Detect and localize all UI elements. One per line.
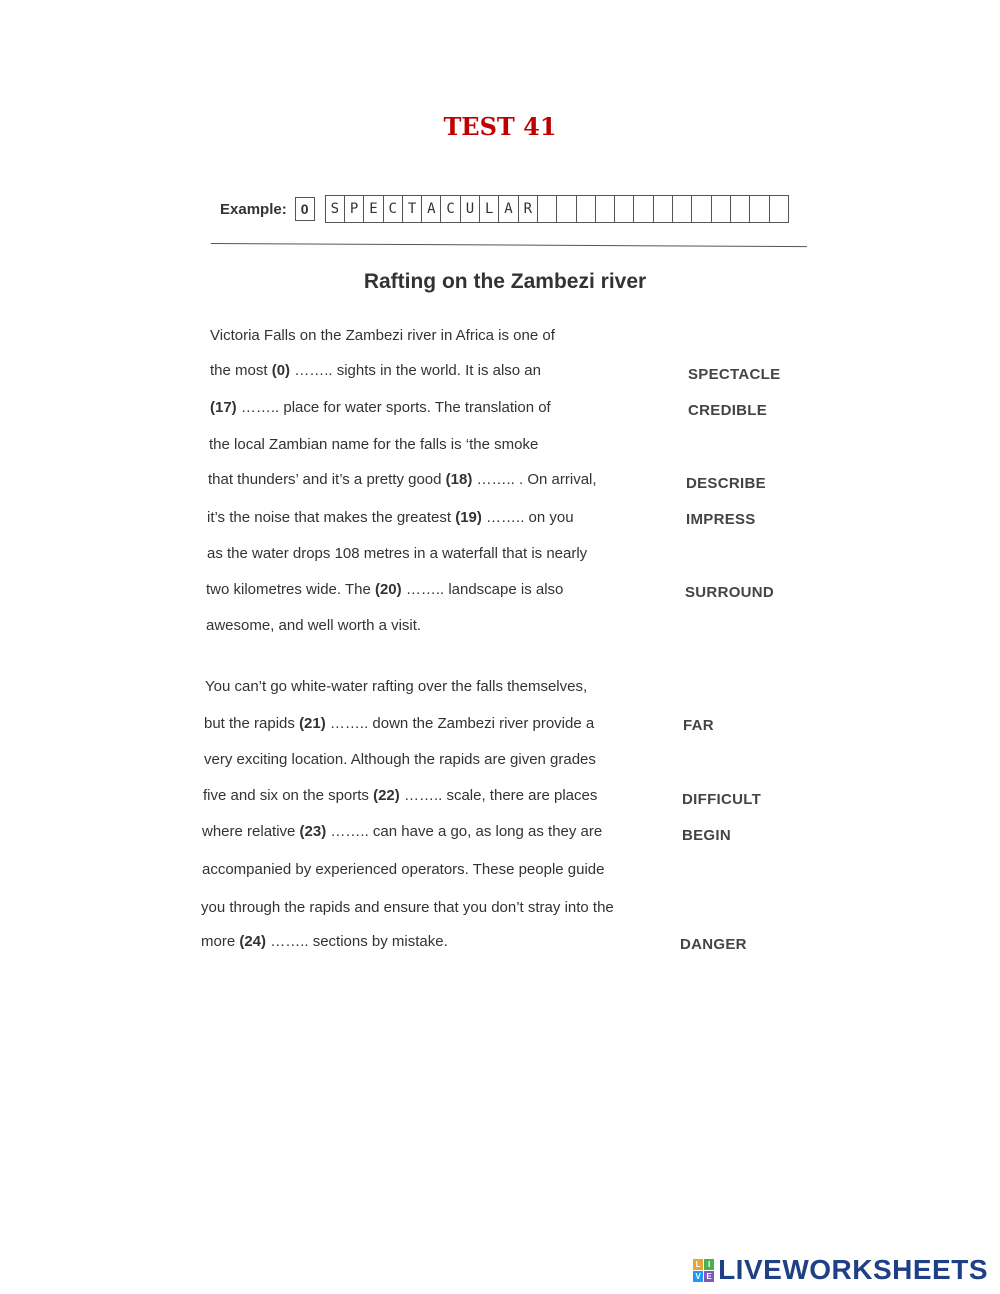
line-text: Victoria Falls on the Zambezi river in Africa is one of (210, 327, 555, 344)
passage-line (208, 471, 597, 488)
line-text: …….. can have a go, as long as they are (326, 823, 603, 840)
word-stem: DIFFICULT (682, 791, 762, 808)
passage-line (202, 861, 605, 878)
word-stem: CREDIBLE (688, 402, 768, 419)
word-stem: IMPRESS (686, 511, 756, 528)
passage-line (201, 899, 614, 916)
line-text: that thunders’ and it’s a pretty good (208, 471, 446, 488)
word-stem: SPECTACLE (688, 366, 781, 383)
passage-line (207, 545, 587, 562)
passage-line (206, 581, 563, 598)
example-letter-box (712, 196, 731, 222)
example-letter-box: E (364, 196, 383, 222)
example-letter-box: C (441, 196, 460, 222)
line-text: five and six on the sports (203, 787, 374, 804)
logo-icon (693, 1259, 714, 1282)
line-text: very exciting location. Although the rapids are given grades (204, 751, 596, 768)
logo-square: V (693, 1271, 703, 1282)
gap-number: (23) (299, 823, 327, 840)
example-letter-box (750, 196, 769, 222)
passage-line (209, 436, 538, 453)
passage-line (210, 327, 555, 344)
example-letter-boxes (325, 195, 789, 223)
passage-line (210, 362, 541, 379)
logo-text: LIVEWORKSHEETS (718, 1254, 988, 1285)
line-text: two kilometres wide. The (206, 581, 375, 598)
gap-number: (21) (299, 715, 326, 732)
line-text: it’s the noise that makes the greatest (207, 509, 456, 526)
example-letter-box (596, 196, 615, 222)
passage-line (206, 617, 421, 634)
gap-number: (18) (445, 471, 473, 488)
example-letter-box (557, 196, 576, 222)
example-letter-box (770, 196, 788, 222)
line-text: …….. down the Zambezi river provide a (325, 715, 595, 732)
gap-number: (0) (271, 362, 291, 379)
gap-number: (17) (210, 399, 237, 416)
word-stem: BEGIN (682, 827, 732, 844)
example-letter-box: T (403, 196, 422, 222)
line-text: you through the rapids and ensure that you don’t stray into the (201, 899, 614, 916)
line-text: as the water drops 108 metres in a waterfall that is nearly (207, 545, 588, 562)
line-text: awesome, and well worth a visit. (206, 617, 422, 634)
line-text: …….. landscape is also (401, 581, 564, 598)
passage-line (203, 787, 597, 804)
line-text: where relative (202, 823, 300, 840)
logo-square: L (693, 1259, 703, 1270)
logo-square: E (704, 1271, 714, 1282)
example-label: Example: (220, 200, 287, 218)
example-row (220, 195, 789, 223)
line-text: …….. . On arrival, (472, 471, 597, 488)
page-title: TEST 41 (443, 112, 557, 141)
line-text: the local Zambian name for the falls is ‘the smoke (209, 436, 539, 453)
line-text: but the rapids (204, 715, 300, 732)
example-letter-box (673, 196, 692, 222)
example-letter-box (692, 196, 711, 222)
passage-heading: Rafting on the Zambezi river (363, 270, 647, 293)
word-stem: SURROUND (685, 584, 775, 601)
example-letter-box: R (519, 196, 538, 222)
example-letter-box (634, 196, 653, 222)
example-letter-box: A (499, 196, 518, 222)
passage-line (202, 823, 602, 840)
passage-line (207, 509, 574, 526)
passage-line (205, 678, 587, 695)
example-letter-box (615, 196, 634, 222)
example-letter-box: C (384, 196, 403, 222)
passage-line (204, 715, 594, 732)
word-stem: FAR (683, 717, 714, 734)
example-letter-box: A (422, 196, 441, 222)
example-letter-box (538, 196, 557, 222)
line-text: more (201, 933, 240, 950)
example-letter-box (577, 196, 596, 222)
line-text: the most (210, 362, 272, 379)
example-letter-box: S (326, 196, 345, 222)
line-text: …….. sights in the world. It is also an (290, 362, 541, 379)
gap-number: (20) (374, 581, 402, 598)
liveworksheets-logo (693, 1254, 988, 1286)
word-stem: DESCRIBE (686, 475, 766, 492)
logo-square: I (704, 1259, 714, 1270)
example-letter-box: P (345, 196, 364, 222)
gap-number: (24) (239, 933, 267, 950)
example-letter-box (731, 196, 750, 222)
divider (211, 243, 807, 247)
example-letter-box (654, 196, 673, 222)
line-text: …….. scale, there are places (399, 787, 598, 804)
line-text: …….. place for water sports. The translation of (236, 399, 551, 416)
word-stem: DANGER (680, 936, 747, 953)
passage-line (204, 751, 596, 768)
example-letter-box: U (461, 196, 480, 222)
gap-number: (22) (373, 787, 400, 804)
line-text: …….. sections by mistake. (266, 933, 448, 950)
passage-line (201, 933, 448, 950)
passage-line (210, 399, 551, 416)
gap-number: (19) (455, 509, 482, 526)
line-text: …….. on you (481, 509, 574, 526)
example-number-box: 0 (295, 197, 315, 221)
example-letter-box: L (480, 196, 499, 222)
line-text: accompanied by experienced operators. These people guide (202, 861, 605, 878)
line-text: You can’t go white-water rafting over the falls themselves, (205, 678, 588, 695)
